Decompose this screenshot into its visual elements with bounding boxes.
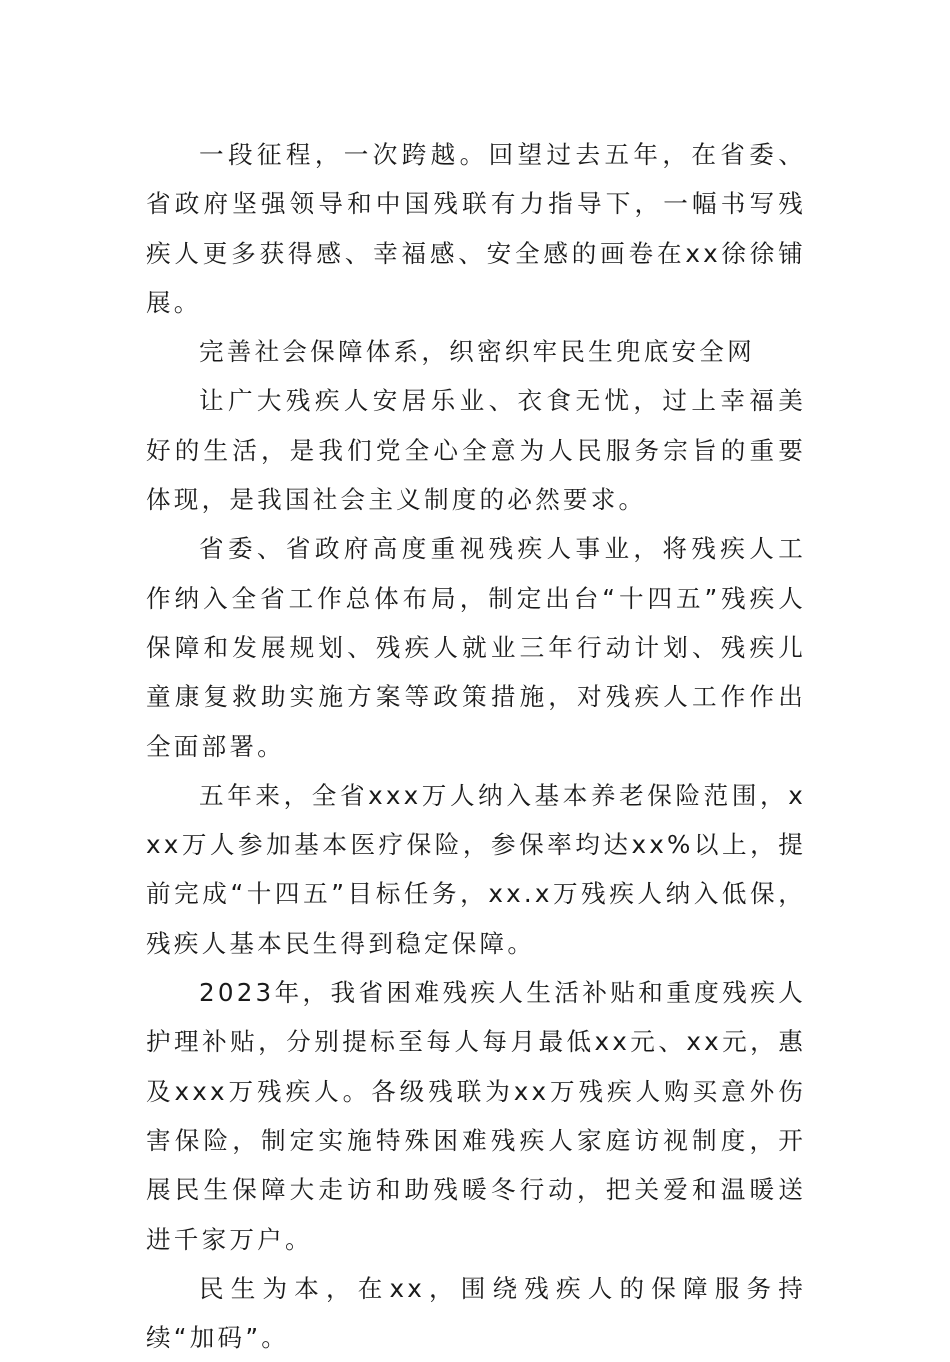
paragraph-subsidy: 2023年，我省困难残疾人生活补贴和重度残疾人护理补贴，分别提标至每人每月最低xx元、xx元，惠及xxx万残疾人。各级残联为xx万残疾人购买意外伤害保险，制定实施特殊困难残疾人家庭访视制度，开展民生保障大走访和助残暖冬行动，把关爱和温暖送进千家万户。 [146,978,806,1254]
paragraph-intro: 一段征程，一次跨越。回望过去五年，在省委、省政府坚强领导和中国残联有力指导下，一幅书写残疾人更多获得感、幸福感、安全感的画卷在xx徐徐铺展。 [146,140,806,317]
paragraph-conclusion: 民生为本，在xx，围绕残疾人的保障服务持续“加码”。 [146,1273,806,1353]
document-body [146,130,806,1362]
section-heading: 完善社会保障体系，织密织牢民生兜底安全网 [199,337,755,367]
paragraph-insurance: 五年来，全省xxx万人纳入基本养老保险范围，xxx万人参加基本医疗保险，参保率均达xx%以上，提前完成“十四五”目标任务，xx.x万残疾人纳入低保，残疾人基本民生得到稳定保障。 [146,780,806,958]
paragraph-policy: 省委、省政府高度重视残疾人事业，将残疾人工作纳入全省工作总体布局，制定出台“十四五”残疾人保障和发展规划、残疾人就业三年行动计划、残疾儿童康复救助实施方案等政策措施，对残疾人工作作出全面部署。 [146,534,806,761]
paragraph-goal: 让广大残疾人安居乐业、衣食无忧，过上幸福美好的生活，是我们党全心全意为人民服务宗旨的重要体现，是我国社会主义制度的必然要求。 [146,386,806,515]
